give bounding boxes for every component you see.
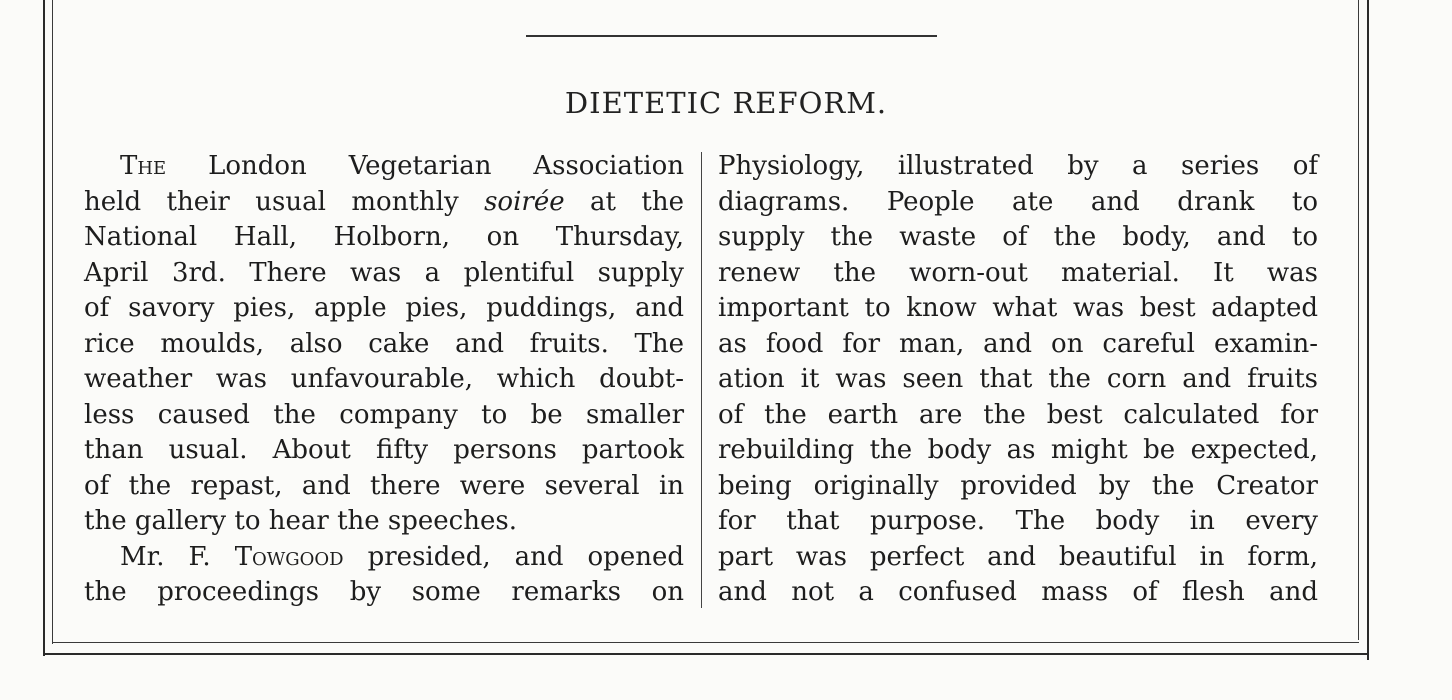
text-line: than usual. About fifty persons partook (84, 435, 684, 465)
text-line: Mr. F. Towgood presided, and opened (120, 541, 684, 572)
text-line: less caused the company to be smaller (84, 399, 684, 430)
text-line: and not a confused mass of flesh and (718, 577, 1318, 607)
text-line: April 3rd. There was a plentiful supply (84, 257, 684, 288)
frame-bottom-outer-rule (43, 653, 1369, 655)
right-column (718, 149, 1318, 611)
column-divider (701, 152, 702, 608)
text-line: rebuilding the body as might be expected, (718, 435, 1318, 465)
drop-word: The (120, 151, 167, 181)
section-separator-rule (526, 35, 937, 37)
text-line: renew the worn-out material. It was (718, 257, 1318, 288)
text-line: weather was unfavourable, which doubt- (84, 364, 684, 394)
text-line: being originally provided by the Creator (718, 470, 1318, 501)
text-line: the proceedings by some remarks on (84, 577, 684, 607)
text-line: supply the waste of the body, and to (718, 222, 1318, 252)
text-line: as food for man, and on careful examin- (718, 328, 1318, 359)
text-line: of the earth are the best calculated for (718, 399, 1318, 430)
text-line: of savory pies, apple pies, puddings, and (84, 293, 684, 323)
text-line: Physiology, illustrated by a series of (718, 151, 1318, 181)
text-line: of the repast, and there were several in (84, 470, 684, 501)
frame-bottom-inner-rule (52, 642, 1359, 643)
text-line: National Hall, Holborn, on Thursday, (84, 222, 684, 252)
left-column (84, 149, 684, 611)
text-line: diagrams. People ate and drank to (718, 186, 1318, 217)
text-line: ation it was seen that the corn and fruits (718, 364, 1318, 394)
text-line: important to know what was best adapted (718, 293, 1318, 323)
text-line: held their usual monthly soirée at the (84, 186, 685, 217)
article-title: DIETETIC REFORM. (564, 86, 888, 120)
text-line: for that purpose. The body in every (718, 506, 1318, 536)
text-line: rice moulds, also cake and fruits. The (84, 328, 684, 359)
text-line: the gallery to hear the speeches. (84, 506, 517, 536)
text-line: The London Vegetarian Association (120, 151, 684, 181)
text-line: part was perfect and beautiful in form, (718, 541, 1318, 572)
